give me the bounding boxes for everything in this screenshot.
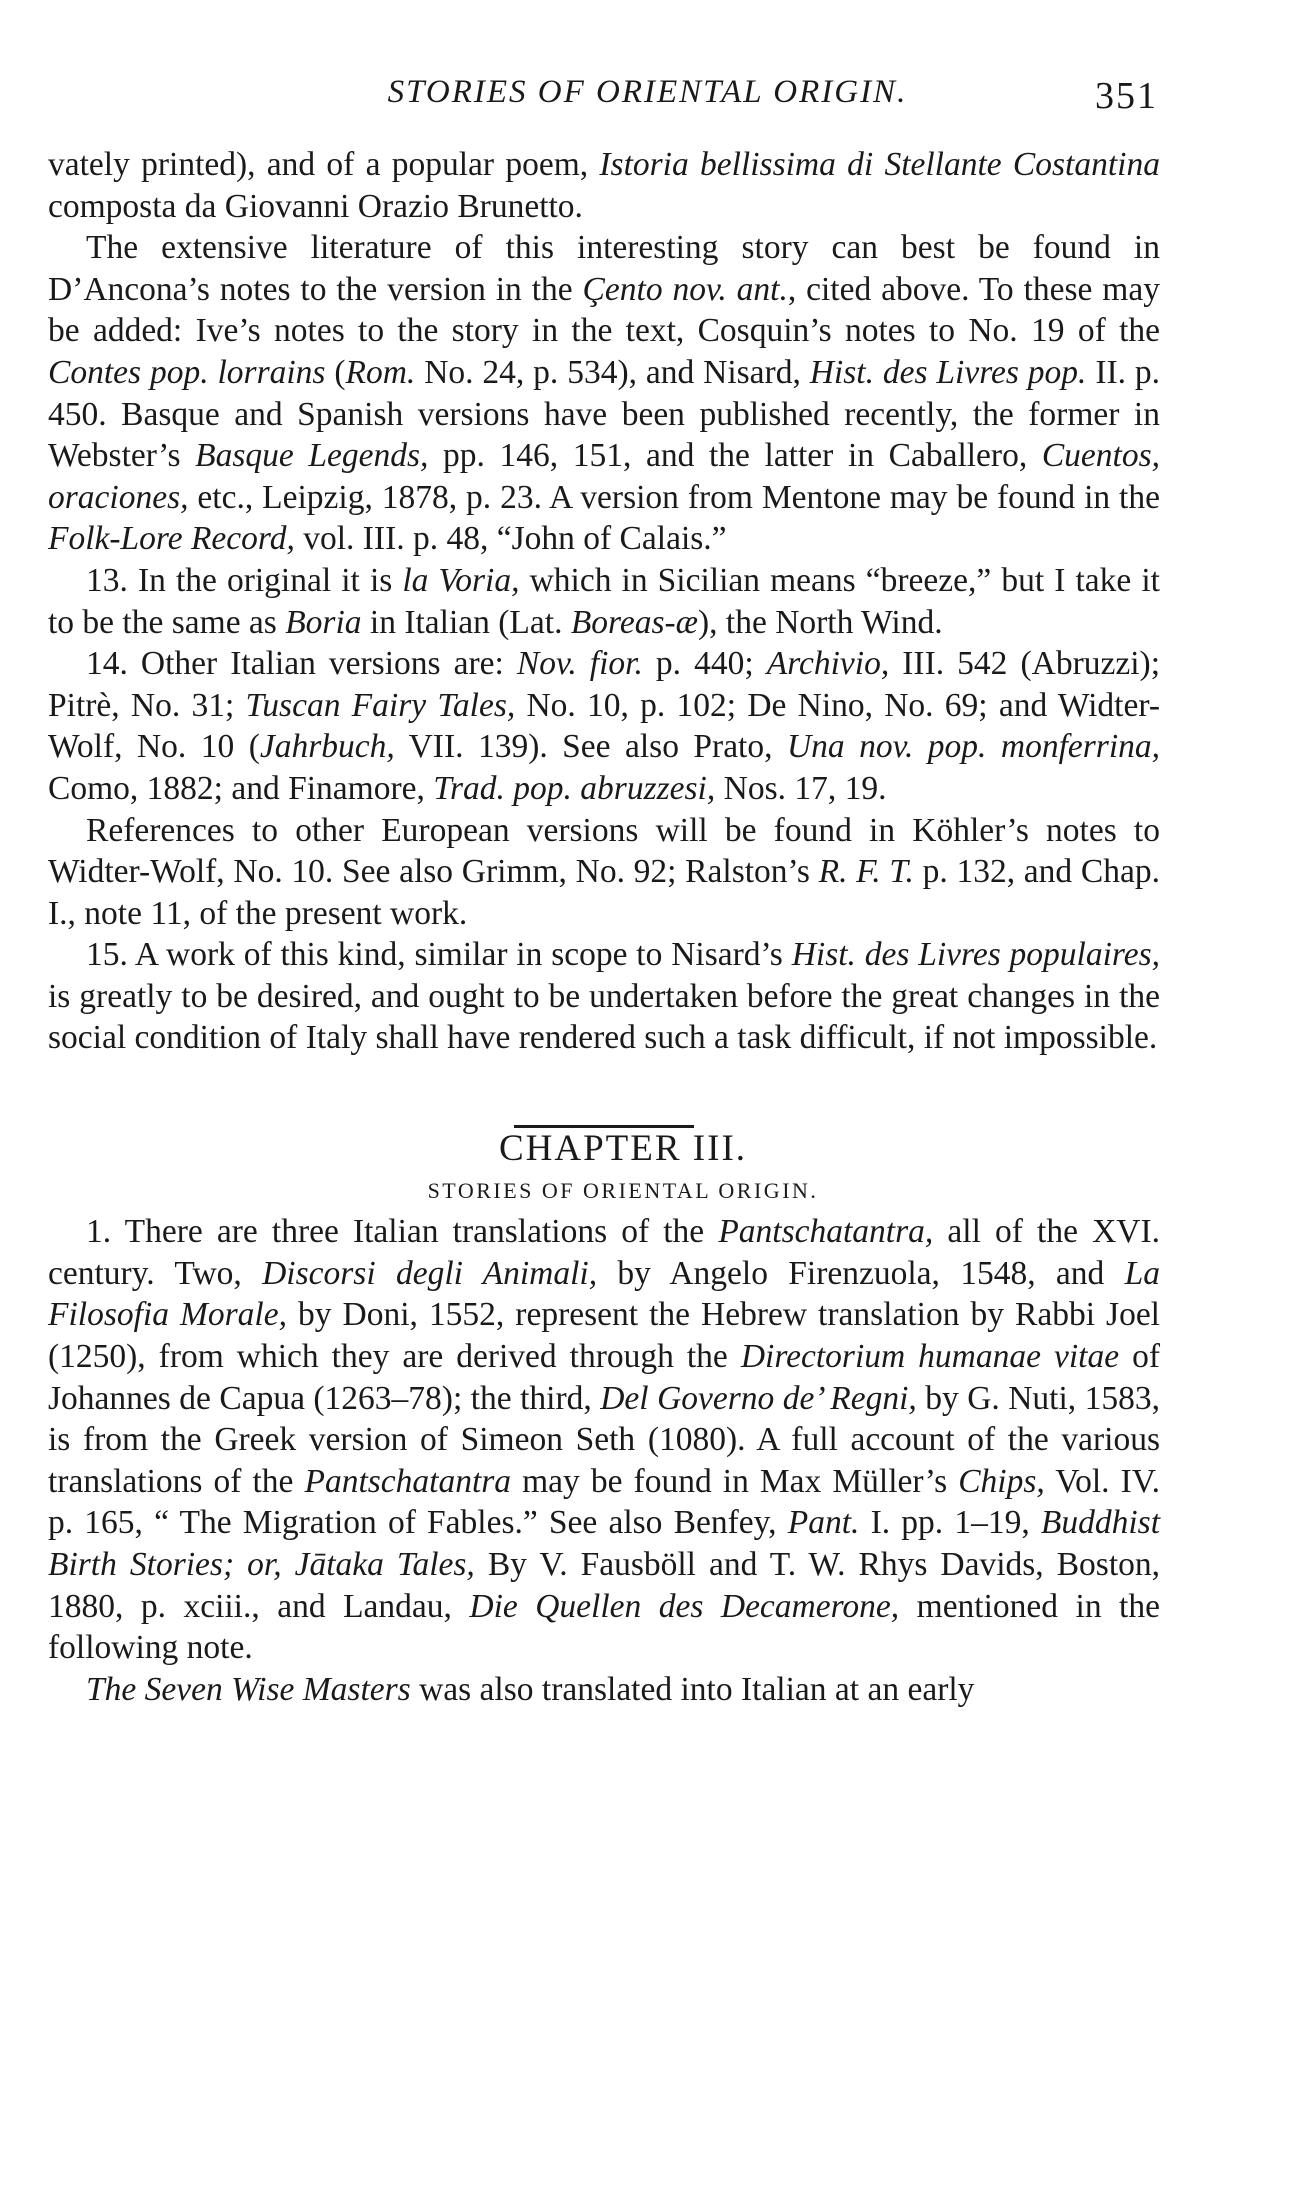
running-head: STORIES OF ORIENTAL ORIGIN. [387,74,908,110]
chapter-subtitle: STORIES OF ORIENTAL ORIGIN. [427,1177,819,1203]
note-14-references-paragraph: References to other European versions will be found in Köhler’s notes to Widter-Wolf, No. 10. See also Grimm, No. 92; Ralston’s R. F. T. p. 132, and Chap. I., note 11, of the present work. [48,811,1160,932]
chapter-note-1-paragraph: 1. There are three Italian translations of the Pantschatantra, all of the XVI. century. Two, Discorsi degli Animali, by Angelo Firenzuola, 1548, and La Filosofia Morale, by Doni, 1552, represent the Hebrew translation by Rabbi Joel (1250), from which they are derived through the Directorium humanae vitae of Johannes de Capua (1263–78); the third, Del Governo de’ Regni, by G. Nuti, 1583, is from the Greek version of Simeon Seth (1080). A full account of the various translations of the Pantschatantra may be found in Max Müller’s Chips, Vol. IV. p. 165, “ The Migration of Fables.” See also Benfey, Pant. I. pp. 1–19, Buddhist Birth Stories; or, Jātaka Tales, By V. Fausböll and T. W. Rhys Davids, Boston, 1880, p. xciii., and Landau, Die Quellen des Decamerone, mentioned in the following note. [48,1213,1161,1667]
note-13-paragraph: 13. In the original it is la Voria, which in Sicilian means “breeze,” but I take it to be the same as Boria in Italian (Lat. Boreas-æ), the North Wind. [48,561,1160,641]
note-14-paragraph: 14. Other Italian versions are: Nov. fior. p. 440; Archivio, III. 542 (Abruzzi); Pitrè, No. 31; Tuscan Fairy Tales, No. 10, p. 102; De Nino, No. 69; and Widter-Wolf, No. 10 (Jahrbuch, VII. 139). See also Prato, Una nov. pop. monferrina, Como, 1882; and Finamore, Trad. pop. abruzzesi, Nos. 17, 19. [48,645,1161,807]
note-literature-paragraph: The extensive literature of this interesting story can best be found in D’Ancona’s notes to the version in the Çento nov. ant., cited above. To these may be added: Ive’s notes to the story in the text, Cosquin’s notes to No. 19 of the Contes pop. lorrains (Rom. No. 24, p. 534), and Nisard, Hist. des Livres pop. II. p. 450. Basque and Spanish versions have been published recently, the former in Webster’s Basque Legends, pp. 146, 151, and the latter in Caballero, Cuentos, oraciones, etc., Leipzig, 1878, p. 23. A version from Mentone may be found in the Folk-Lore Record, vol. III. p. 48, “John of Calais.” [48,229,1161,558]
note-15-paragraph: 15. A work of this kind, similar in scope to Nisard’s Hist. des Livres populaires, is greatly to be desired, and ought to be undertaken before the great changes in the social condition of Italy shall have rendered such a task difficult, if not impossible. [48,936,1160,1057]
chapter-title: CHAPTER III. [498,1128,748,1170]
page-number: 351 [1095,75,1158,117]
page-body [48,144,1160,1710]
note-continuation-paragraph: vately printed), and of a popular poem, Istoria bellissima di Stellante Costantina composta da Giovanni Orazio Brunetto. [48,146,1160,225]
seven-wise-masters-paragraph: The Seven Wise Masters was also translated into Italian at an early [86,1670,975,1708]
